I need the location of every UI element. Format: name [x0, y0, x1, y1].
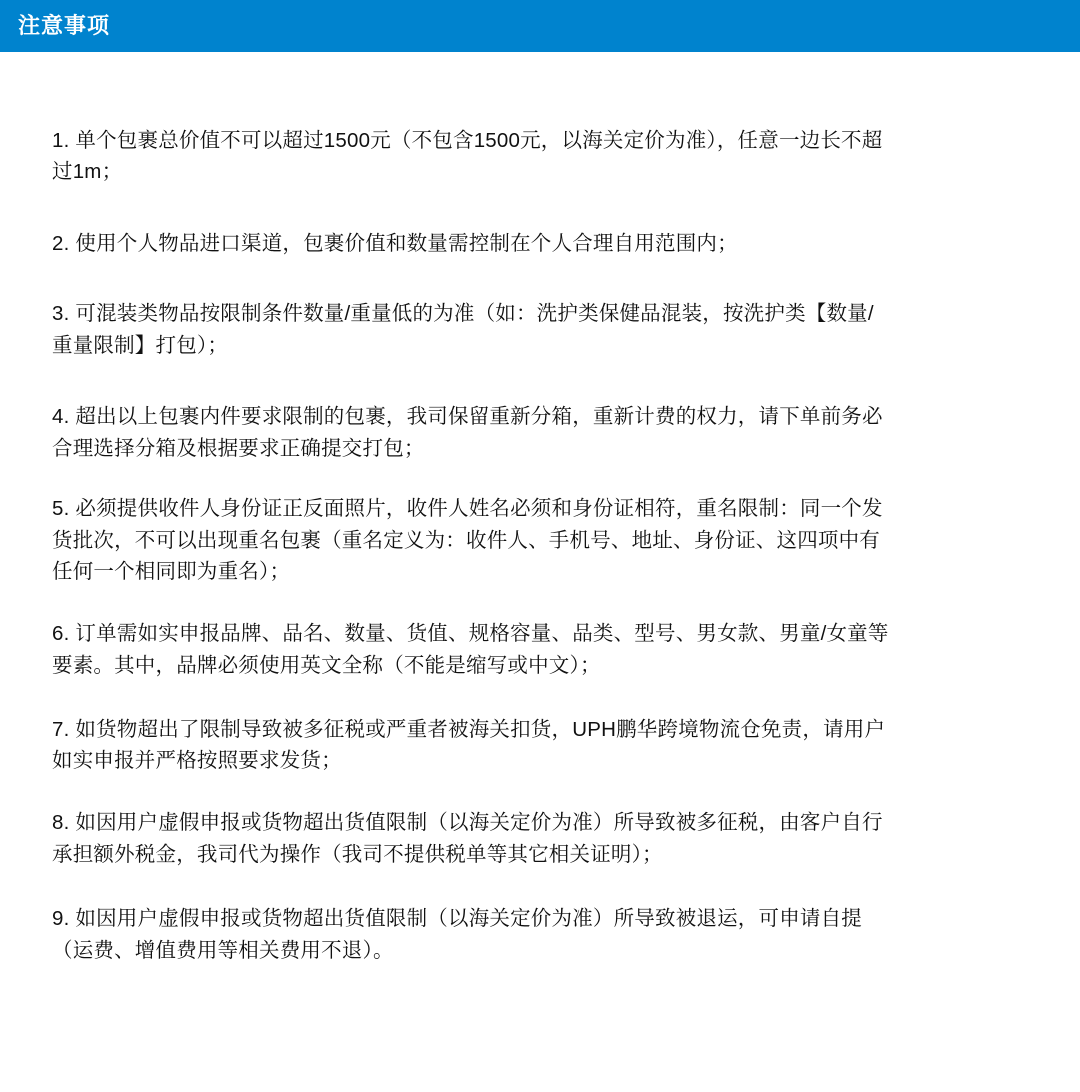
- list-item: 1. 单个包裹总价值不可以超过1500元（不包含1500元，以海关定价为准），任意一边长不超过1m；: [52, 128, 883, 184]
- list-item: 7. 如货物超出了限制导致被多征税或严重者被海关扣货，UPH鹏华跨境物流仓免责，请用户如实申报并严格按照要求发货；: [52, 717, 886, 773]
- list-item: 9. 如因用户虚假申报或货物超出货值限制（以海关定价为准）所导致被退运，可申请自提（运费、增值费用等相关费用不退）。: [52, 906, 862, 962]
- notice-list: [0, 52, 1080, 966]
- page-header: [0, 0, 1080, 52]
- list-item: 5. 必须提供收件人身份证正反面照片，收件人姓名必须和身份证相符，重名限制：同一个发货批次，不可以出现重名包裹（重名定义为：收件人、手机号、地址、身份证、这四项中有任何一个相同即为重名）；: [52, 496, 883, 584]
- page-title: 注意事项: [18, 13, 111, 38]
- list-item: 3. 可混装类物品按限制条件数量/重量低的为准（如：洗护类保健品混装，按洗护类【数量/重量限制】打包）；: [52, 301, 874, 357]
- list-item: 2. 使用个人物品进口渠道，包裹价值和数量需控制在个人合理自用范围内；: [52, 232, 738, 256]
- list-item: 4. 超出以上包裹内件要求限制的包裹，我司保留重新分箱，重新计费的权力，请下单前务必合理选择分箱及根据要求正确提交打包；: [52, 405, 883, 461]
- list-item: 8. 如因用户虚假申报或货物超出货值限制（以海关定价为准）所导致被多征税，由客户自行承担额外税金，我司代为操作（我司不提供税单等其它相关证明）；: [52, 811, 883, 866]
- list-item: 6. 订单需如实申报品牌、品名、数量、货值、规格容量、品类、型号、男女款、男童/女童等要素。其中，品牌必须使用英文全称（不能是缩写或中文）；: [52, 622, 889, 677]
